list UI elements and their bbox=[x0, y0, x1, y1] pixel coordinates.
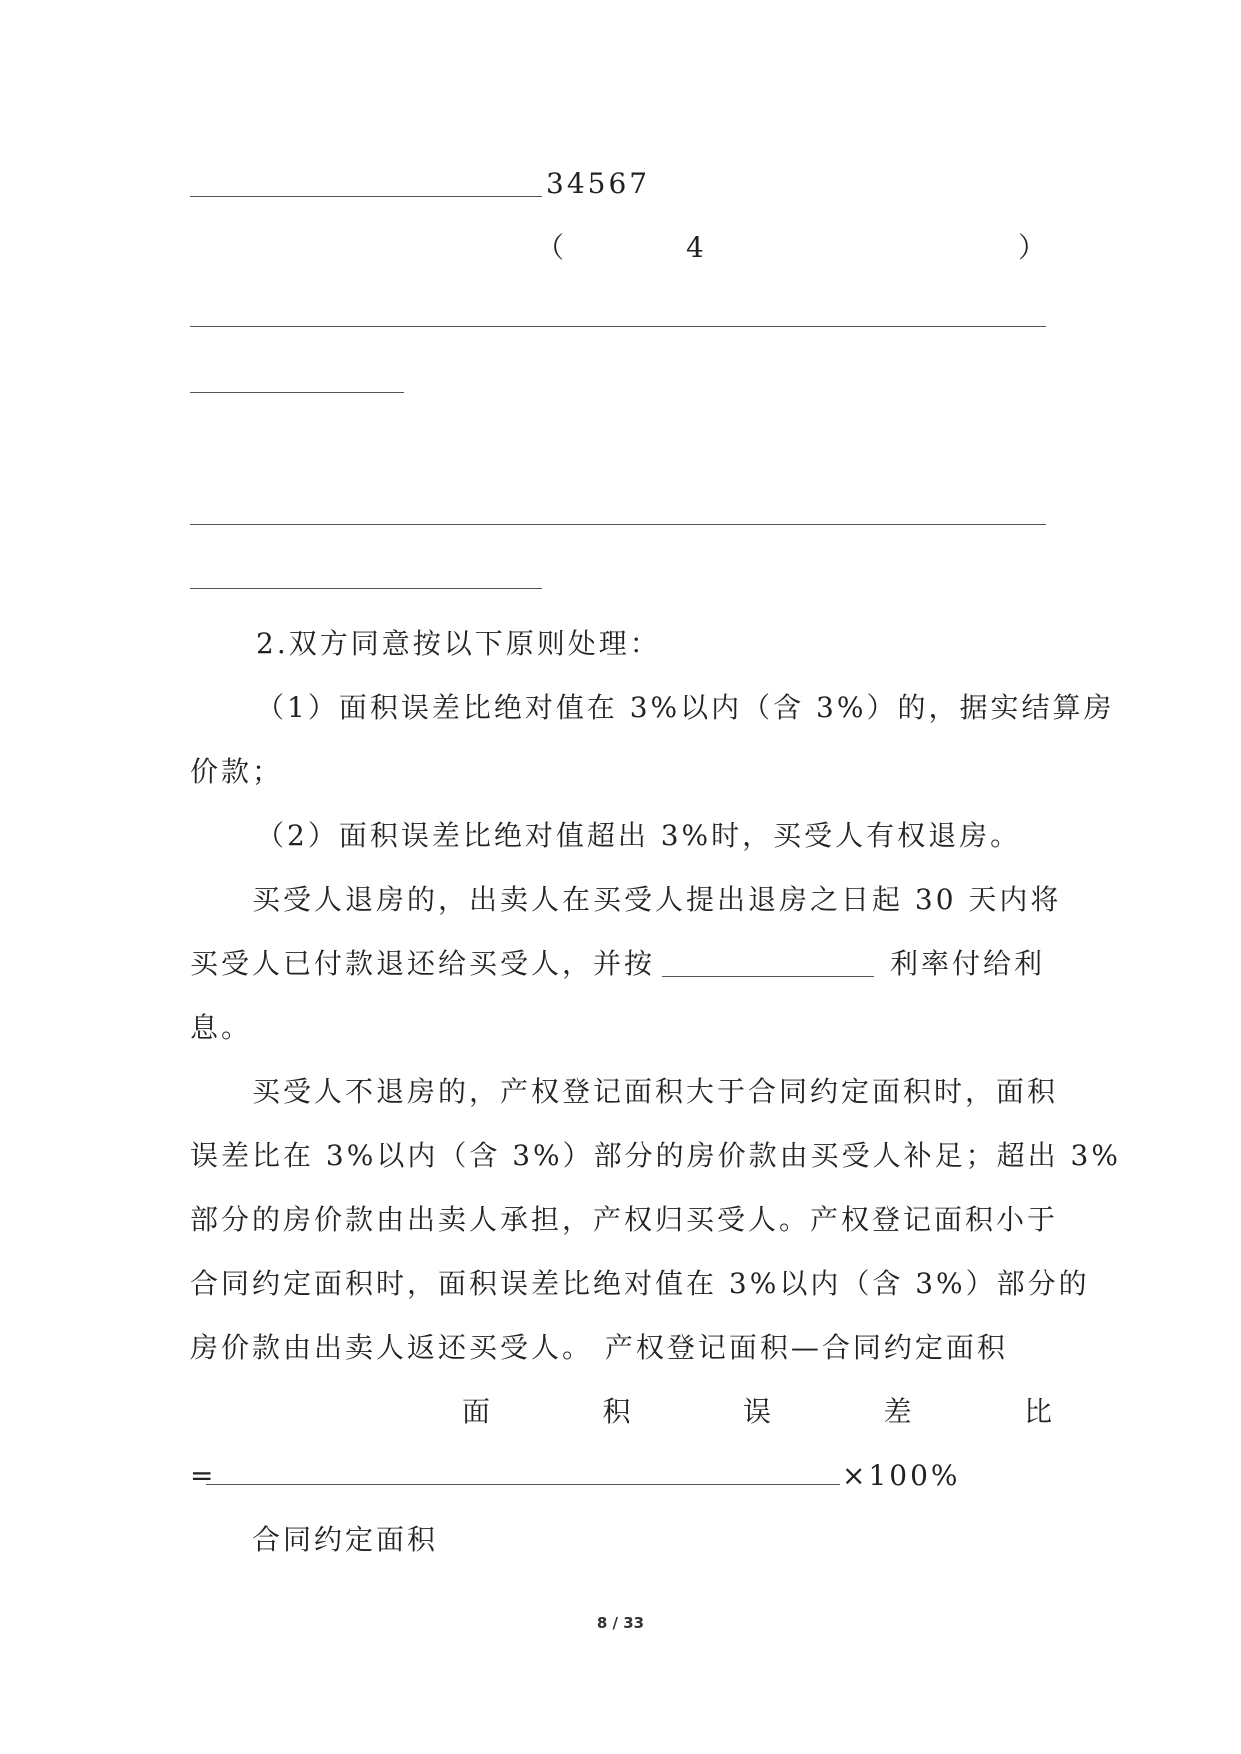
blank-line bbox=[190, 196, 542, 197]
interest-rate-blank bbox=[662, 976, 874, 977]
blank-line bbox=[190, 588, 542, 589]
paragraph-refund-cont-post: 利率付给利 bbox=[890, 947, 1046, 980]
formula-char: 积 bbox=[602, 1395, 631, 1428]
formula-char: 误 bbox=[742, 1395, 771, 1428]
formula-label bbox=[462, 1392, 1052, 1432]
paragraph-item-1: （1）面积误差比绝对值在 3%以内（含 3%）的，据实结算房 bbox=[256, 691, 1115, 724]
formula-char: 差 bbox=[883, 1395, 912, 1428]
formula-denominator: 合同约定面积 bbox=[252, 1523, 439, 1556]
paragraph-principles: 2.双方同意按以下原则处理： bbox=[256, 627, 661, 660]
paragraph-no-refund-3: 部分的房价款由出卖人承担，产权归买受人。产权登记面积小于 bbox=[190, 1203, 1059, 1236]
paragraph-no-refund-5: 房价款由出卖人返还买受人。 产权登记面积—合同约定面积 bbox=[190, 1331, 1008, 1364]
paren-close: ） bbox=[1018, 231, 1050, 264]
formula-tail: ×100% bbox=[842, 1459, 961, 1492]
blank-line bbox=[190, 524, 1046, 525]
paragraph-refund: 买受人退房的，出卖人在买受人提出退房之日起 30 天内将 bbox=[252, 883, 1062, 916]
paragraph-refund-cont-pre: 买受人已付款退还给买受人，并按 bbox=[190, 947, 656, 980]
paragraph-refund-end: 息。 bbox=[190, 1011, 253, 1044]
formula-fraction-bar bbox=[206, 1484, 840, 1485]
paragraph-item-1-cont: 价款； bbox=[190, 755, 284, 788]
paragraph-item-2: （2）面积误差比绝对值超出 3%时，买受人有权退房。 bbox=[256, 819, 1022, 852]
page-number: 8 / 33 bbox=[596, 1614, 645, 1632]
paragraph-no-refund-4: 合同约定面积时，面积误差比绝对值在 3%以内（含 3%）部分的 bbox=[190, 1267, 1090, 1300]
blank-line bbox=[190, 326, 1046, 327]
paren-number: 4 bbox=[686, 231, 707, 264]
formula-char: 比 bbox=[1023, 1395, 1052, 1428]
paragraph-no-refund: 买受人不退房的，产权登记面积大于合同约定面积时，面积 bbox=[252, 1075, 1059, 1108]
blank-line bbox=[190, 392, 404, 393]
paragraph-no-refund-2: 误差比在 3%以内（含 3%）部分的房价款由买受人补足；超出 3% bbox=[190, 1139, 1121, 1172]
paren-open: （ bbox=[536, 231, 568, 264]
formula-equals: = bbox=[190, 1459, 217, 1492]
number-text: 34567 bbox=[546, 167, 651, 200]
formula-char: 面 bbox=[462, 1395, 491, 1428]
